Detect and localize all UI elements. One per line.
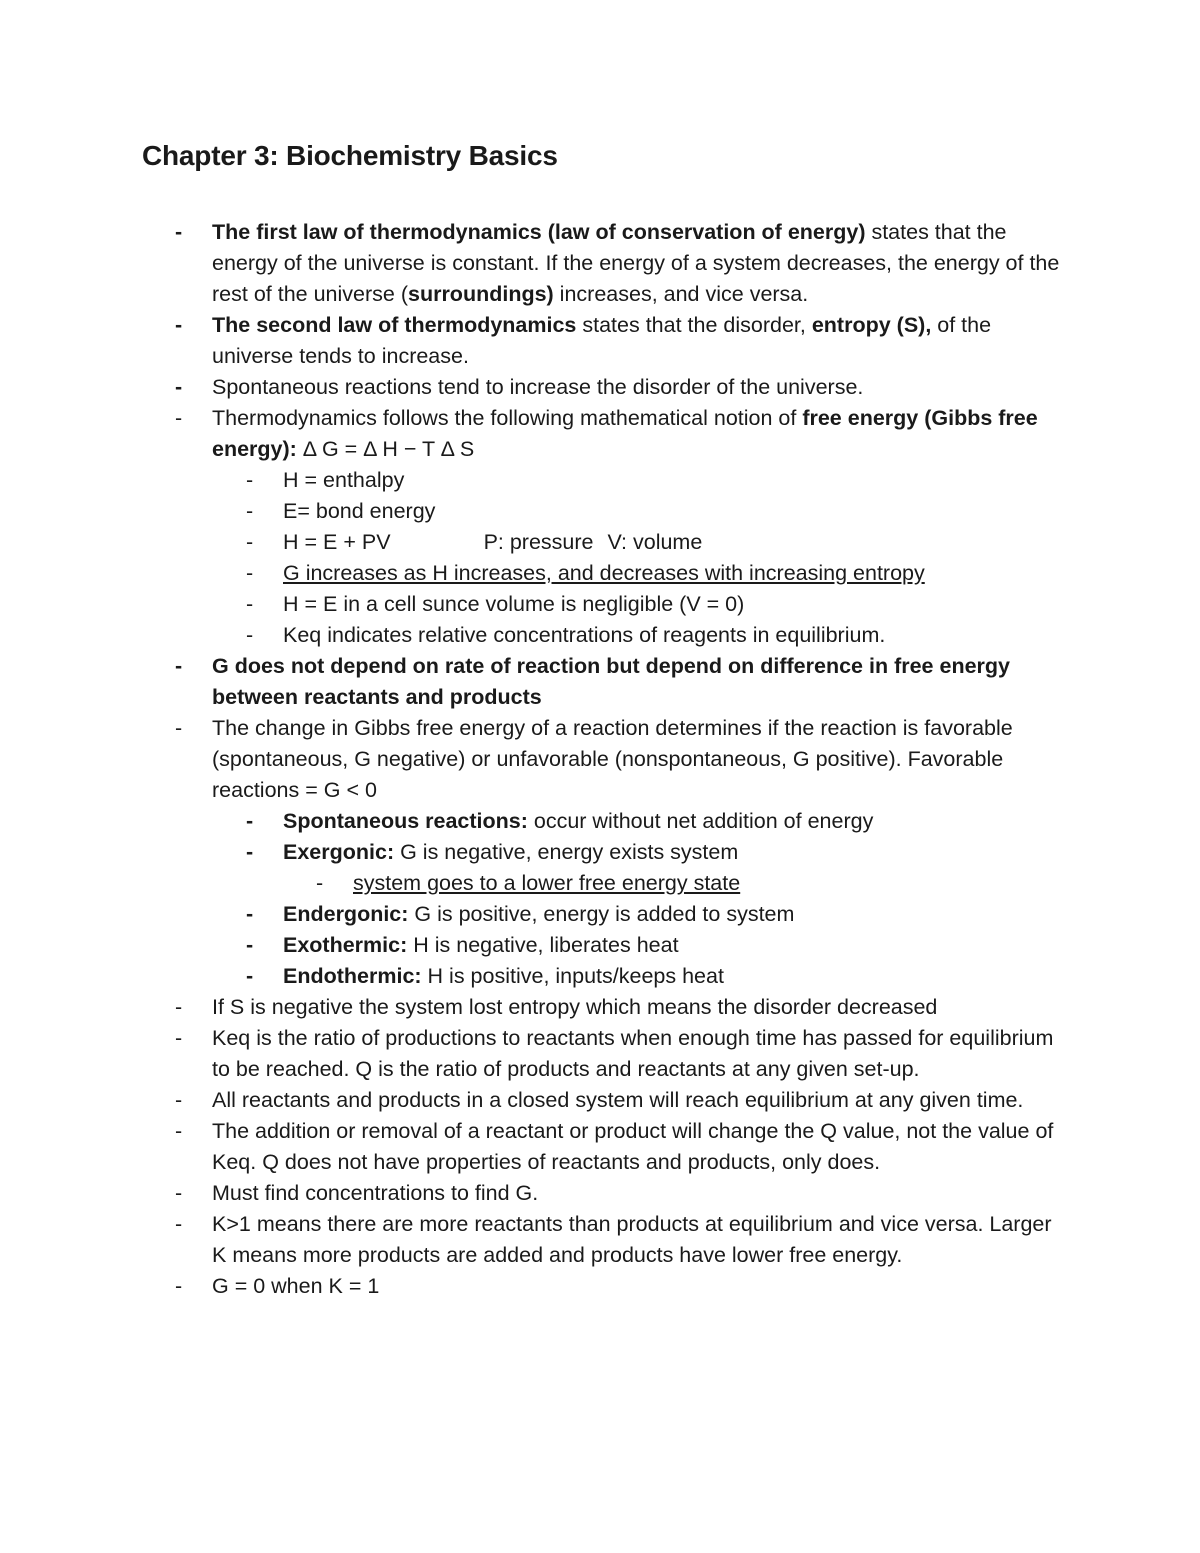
item-text: G increases as H increases, and decreases with increasing entropy bbox=[283, 561, 925, 585]
bullet-dash: - bbox=[246, 499, 254, 523]
list-item-g-rate bbox=[0, 651, 1200, 713]
list-item-k-greater bbox=[0, 1209, 1200, 1271]
term-free-energy: free energy (Gibbs free energy): bbox=[212, 406, 1038, 461]
term-exergonic: Exergonic: bbox=[283, 840, 395, 864]
term-surroundings: surroundings) bbox=[407, 282, 554, 306]
pressure-label: P: pressure bbox=[483, 530, 594, 554]
bullet-dash: - bbox=[175, 375, 183, 399]
item-text: H = enthalpy bbox=[283, 468, 405, 492]
list-item-g-zero bbox=[0, 1271, 1200, 1302]
volume-label: V: volume bbox=[607, 530, 703, 554]
list-item-lower-free-energy bbox=[0, 868, 1200, 899]
item-text: system goes to a lower free energy state bbox=[353, 871, 741, 895]
item-text: G = 0 when K = 1 bbox=[212, 1274, 380, 1298]
item-text: H = E in a cell sunce volume is negligible (V = 0) bbox=[283, 592, 745, 616]
item-text: H = E + PV bbox=[283, 530, 391, 554]
list-item-exergonic bbox=[0, 837, 1200, 868]
item-text: states that the energy of the universe is constant. If the energy of a system decreases, the energy of the rest of the universe ( bbox=[212, 220, 1060, 306]
bullet-dash: - bbox=[175, 220, 183, 244]
bullet-dash: - bbox=[175, 1119, 183, 1143]
bullet-dash: - bbox=[175, 313, 183, 337]
bullet-dash: - bbox=[175, 716, 183, 740]
item-text: G is positive, energy is added to system bbox=[408, 902, 795, 926]
list-item-spontaneous bbox=[0, 372, 1200, 403]
list-item-free-energy bbox=[0, 403, 1200, 465]
term-spontaneous: Spontaneous reactions: bbox=[283, 809, 528, 833]
term-second-law: The second law of thermodynamics bbox=[212, 313, 577, 337]
page-title: Chapter 3: Biochemistry Basics bbox=[142, 140, 558, 171]
bullet-dash: - bbox=[175, 1088, 183, 1112]
bullet-dash: - bbox=[175, 1026, 183, 1050]
list-item-keq-ratio bbox=[0, 1023, 1200, 1085]
item-text: Keq indicates relative concentrations of reagents in equilibrium. bbox=[283, 623, 886, 647]
item-text: Must find concentrations to find G. bbox=[212, 1181, 539, 1205]
bullet-dash: - bbox=[175, 1181, 183, 1205]
term-endergonic: Endergonic: bbox=[283, 902, 409, 926]
bullet-dash: - bbox=[246, 964, 254, 988]
list-item-keq-concentrations bbox=[0, 620, 1200, 651]
item-text: Spontaneous reactions tend to increase the disorder of the universe. bbox=[212, 375, 864, 399]
list-item-g-increases bbox=[0, 558, 1200, 589]
bullet-dash: - bbox=[246, 809, 254, 833]
bullet-dash: - bbox=[175, 406, 183, 430]
list-item-endothermic bbox=[0, 961, 1200, 992]
list-item-second-law bbox=[0, 310, 1200, 372]
item-text: G is negative, energy exists system bbox=[394, 840, 739, 864]
item-text: The change in Gibbs free energy of a reaction determines if the reaction is favorable (spontaneous, G negative) or unfavorable (nonspontaneous, G positive). Favorable reactions = G < 0 bbox=[212, 716, 1013, 802]
item-text: K>1 means there are more reactants than products at equilibrium and vice versa. Larger K means more products are added and products have lower free energy. bbox=[212, 1212, 1052, 1267]
bullet-dash: - bbox=[175, 1212, 183, 1236]
item-text: If S is negative the system lost entropy which means the disorder decreased bbox=[212, 995, 938, 1019]
bullet-dash: - bbox=[316, 871, 324, 895]
item-text: All reactants and products in a closed system will reach equilibrium at any given time. bbox=[212, 1088, 1024, 1112]
item-text: H is positive, inputs/keeps heat bbox=[421, 964, 724, 988]
bullet-dash: - bbox=[246, 840, 254, 864]
list-item-q-value bbox=[0, 1116, 1200, 1178]
term-first-law: The first law of thermodynamics (law of conservation of energy) bbox=[212, 220, 866, 244]
list-item-gibbs-change bbox=[0, 713, 1200, 806]
gibbs-equation: Δ G = Δ H − T Δ S bbox=[296, 437, 475, 461]
list-item-closed-system bbox=[0, 1085, 1200, 1116]
item-text: Thermodynamics follows the following mathematical notion of bbox=[212, 406, 803, 430]
bullet-dash: - bbox=[246, 902, 254, 926]
list-item-concentrations bbox=[0, 1178, 1200, 1209]
term-entropy: entropy (S), bbox=[811, 313, 932, 337]
list-item-first-law bbox=[0, 217, 1200, 310]
list-item-spontaneous-reactions bbox=[0, 806, 1200, 837]
bullet-dash: - bbox=[246, 623, 254, 647]
item-text: G does not depend on rate of reaction but depend on difference in free energy between reactants and products bbox=[212, 654, 1010, 709]
list-item-endergonic bbox=[0, 899, 1200, 930]
item-text: H is negative, liberates heat bbox=[407, 933, 679, 957]
list-item-h-equals-e bbox=[0, 589, 1200, 620]
list-item-enthalpy bbox=[0, 465, 1200, 496]
list-item-h-equation bbox=[0, 527, 1200, 558]
item-text: increases, and vice versa. bbox=[553, 282, 809, 306]
list-item-negative-entropy bbox=[0, 992, 1200, 1023]
list-item-bond-energy bbox=[0, 496, 1200, 527]
notes-list bbox=[0, 217, 1200, 1302]
item-text: Keq is the ratio of productions to reactants when enough time has passed for equilibrium to be reached. Q is the ratio of products and reactants at any given set-up. bbox=[212, 1026, 1054, 1081]
item-text: E= bond energy bbox=[283, 499, 436, 523]
item-text: occur without net addition of energy bbox=[527, 809, 874, 833]
bullet-dash: - bbox=[246, 933, 254, 957]
bullet-dash: - bbox=[246, 530, 254, 554]
bullet-dash: - bbox=[246, 592, 254, 616]
bullet-dash: - bbox=[175, 654, 183, 678]
term-endothermic: Endothermic: bbox=[283, 964, 422, 988]
term-exothermic: Exothermic: bbox=[283, 933, 408, 957]
bullet-dash: - bbox=[246, 468, 254, 492]
list-item-exothermic bbox=[0, 930, 1200, 961]
item-text: of the universe tends to increase. bbox=[212, 313, 992, 368]
bullet-dash: - bbox=[246, 561, 254, 585]
item-text: states that the disorder, bbox=[576, 313, 812, 337]
bullet-dash: - bbox=[175, 1274, 183, 1298]
item-text: The addition or removal of a reactant or product will change the Q value, not the value of Keq. Q does not have properties of reactants and products, only does. bbox=[212, 1119, 1054, 1174]
bullet-dash: - bbox=[175, 995, 183, 1019]
